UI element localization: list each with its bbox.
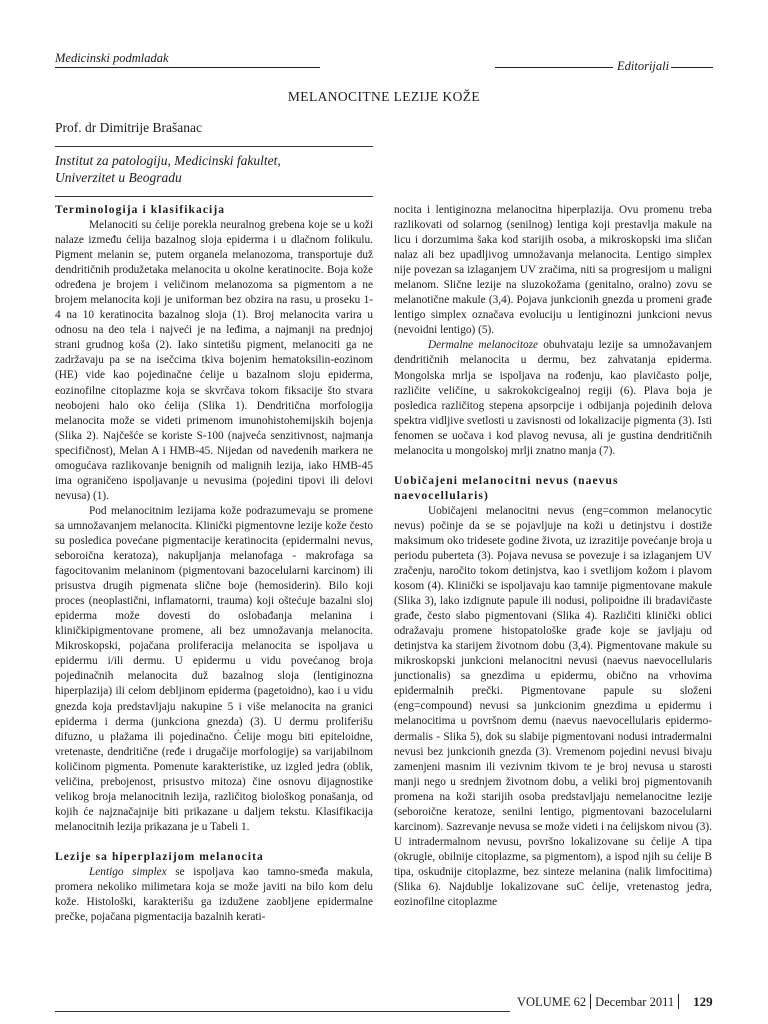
footer-date: Decembar 2011 [595,995,675,1009]
spacer [394,459,712,474]
institution-rule [55,196,373,197]
article-author: Prof. dr Dimitrije Brašanac [55,120,202,135]
header-rule-middle [495,67,613,68]
footer-rule [55,1011,510,1012]
paragraph [394,338,712,458]
footer [513,994,713,1010]
header-rule-right [671,67,713,68]
header-rule-left [55,67,320,68]
left-column [55,203,373,925]
paragraph-text: obuhvataju lezije sa umnožavanjem dendritičnih melanocita u dermu, bez zahvatanja epiderma. Mongolska mrlja se ispoljava na rođenju, kao plavičasto polje, različite veličine, u sakrokokcigealnoj regiji (6). Plava boja je posledica različitog stepena apsorpcije i odbijanja pojedinih delova spektra vidljive svetlosti u zavisnosti od lokalizacije pigmenta (3). Isti fenomen se uočava i kod plavog nevusa, ali je gustina dendritičnih melanocita u mongolskoj mrlji znatno manja (7). [394,339,713,457]
right-column [394,203,712,910]
footer-volume: VOLUME 62 [517,995,587,1009]
paragraph: Pod melanocitnim lezijama kože podrazumevaju se promene sa umnožavanjem melanocita. Klinički pigmentovne lezije kože često su posledica povećane pigmentacije keratinocita (epidermalni nevus, seboroična keratoza), nakupljanja melanofaga - makrofaga sa fagocitovanim melaninom (pigmentovani bazocelularni karcinom) ili prisustva drugih pigmenata slične boje (hemosiderin). Bilo koji proces (neoplastični, inflamatorni, trauma) koji oštećuje bazalni sloj epiderma može dovesti do oslobađanja melanina i kliničkipigmentovane promene, ali bez umnožavanja melanocita. Mikroskopski, pojačana proliferacija melanocita se ispoljava u epidermu i/ili dermu. U epidermu u vidu povećanog broja pojedinačnih melanocita duž bazalnog sloja (lentiginozna hiperplazija) ili celom debljinom epiderma (pagetoidno), kao i u vidu gnezda koja predstavljaju nakupine 5 i više melanocita na granici epiderma i derma (junkciona gnezda) (3). U dermu proliferišu difuzno, u plažama ili pojedinačno. Ćelije mogu biti epiteloidne, vretenaste, dendritične (ređe i drugačije morfologije) sa varijabilnom količinom pigmenta. Pomenute karakteristike, uz izgled jedra (oblik, veličina, prebojenost, prisustvo mitoza) čine osnovu dijagnostike velikog broja melanocitnih lezija, različitog biološkog ponašanja, od kojih će najznačajnije biti prikazane u daljem tekstu. Klasifikacija melanocitnih lezija prikazana je u Tabeli 1. [55,504,373,833]
spacer [55,835,373,850]
section-heading-terminology: Terminologija i klasifikacija [55,204,226,216]
term-dermal-melanocytosis: Dermalne melanocitoze [428,339,539,352]
term-lentigo-simplex: Lentigo simplex [89,865,167,878]
paragraph: nocita i lentiginozna melanocitna hiperplazija. Ovu promenu treba razlikovati od solarnog (senilnog) lentiga koji prestavlja makule na licu i dorzumima šaka kod starijih osoba, a mikroskopski ima sličan nalaz ali bez upadljivog umnožavanja melanocita. Lentigo simplex nije povezan sa izlaganjem UV zračima, niti sa progresijom u maligni melanom. Slične lezije na sluzokožama (genitalno, oralno) zovu se melanotične makule (3,4). Pojava junkcionih gnezda u promeni građe lentigo simplex označava evoluciju u lentiginozni junkcioni nevus (nevoidni lentigo) (5). [394,204,712,337]
paragraph-text: se ispoljava kao tamno-smeđa makula, promera nekoliko milimetara koja se može javiti na bilo kom delu kože. Histološki, karakterišu ga izdužene zaobljene epidermalne prečke, pojačana pigmentacija bazalnih kerati- [55,865,374,924]
section-name: Editorijali [617,59,670,73]
author-institution [55,152,375,186]
institution-line-2: Univerzitet u Beogradu [55,170,182,185]
section-heading-hyperplasia: Lezije sa hiperplazijom melanocita [55,850,264,863]
paragraph: Uobičajeni melanocitni nevus (eng=common melanocytic nevus) počinje da se se pojavljuje na koži u detinjstvu i dostiže maksimum oko tridesete godine života, uz izrazitije povećanje broja u periodu puberteta (3). Pojava nevusa se povezuje i sa izlaganjem UV zračenju, naročito tokom detinjstva, kao i svetlijom kožom i plavom kosom (4). Klinički se ispoljavaju kao tamnije pigmentovane makule (Slika 3), lako izdignute papule ili nodusi, polipoidne ili bradavičaste građe, često slabo pigmentovani (Slika 4). Različiti klinički oblici odražavaju promene histopatološke građe koje se javljaju od detinjstva ka starijem životnom dobu (3,4). Pigmentovane makule su mikroskopski junkcioni melanocitni nevusi (naevus naevocellularis junctionalis) sa gnezdima u epidermu, obično na vrhovima epidermalnih prečki. Pigmentovane papule su složeni (eng=compound) nevusi sa junkcionim gnezdima u epidermu i melanocitima u površnom demu (naevus naevocellularis epidermo-dermalis - Slika 5), dok su slabije pigmentovani nodusi intradermalni nevusi bez junkcionih gnezda (3). Vremenom pojedini nevusi bivaju zamenjeni masnim ili vezivnim tkivom te je broj nevusa u starosti manji nego u srednjem životnom dobu, a veliki broj pigmentovanih promena na koži starijih osoba predstavljaju nemelanocitne lezije (seboroične keratoze, senilni lentigo, pigmentovani bazocelularni karcinom). Sazrevanje nevusa se može videti i na ćelijskom nivou (3). U intradermalnom nevusu, površno lokalizovane su ćelije A tipa (okrugle, obilnije citoplazme, sa pigmentom), a ispod njih su ćelije B tipa, oskudnije citoplazme, bez sinteze melanina (nalik limfocitima) (Slika 6). Najdublje lokalizovane suC ćelije, vretenastog jedra, eozinofilne citoplazme [394,504,712,909]
paragraph: Melanociti su ćelije porekla neuralnog grebena koje se u koži nalaze između ćelija bazalnog sloja epiderma i u dlačnom folikulu. Pigment melanin se, putem organela melanozoma, transportuje duž dendritičnih produžetaka melanocita u okolne keratinocite. Boja kože određena je brojem i veličinom melanozoma sa pigmentom a ne brojem melanocita koji je uniforman bez obzira na rasu, u proseku 1-4 na 10 keratinocita bazalnog sloja (1). Broj melanocita varira u odnosu na deo tela i najveći je na leđima, a najmanji na prednjoj strani grudnog koša (2). Iako sintetišu pigment, melanociti ga ne zadržavaju pa se na isečcima tkiva bojenim hematoksilin-eozinom (HE) vide kao pojedinačne ćelije u bazalnom sloju epiderma, eozinofilne citoplazme koja se skvrčava tokom fiksacije što stvara neobojeni halo oko ćelija (Slika 1). Dendritična morfologija melanocita može se videti primenom imunohistohemijskih bojenja (Slika 2). Najčešće se koriste S-100 (najveća senzitivnost, najmanja specifičnost), Melan A i HMB-45. Nijedan od navedenih markera ne omogućava razlikovanje benignih od malignih lezija, iako HMB-45 ima ograničeno ispoljavanje u nevusima (pojedini tipovi ili delovi nevusa) (1). [55,219,373,502]
paragraph [55,865,373,925]
article-title: MELANOCITNE LEZIJE KOŽE [287,89,481,104]
journal-name: Medicinski podmladak [55,51,169,65]
author-rule [55,146,373,147]
institution-line-1: Institut za patologiju, Medicinski fakultet, [55,153,281,168]
page-number: 129 [693,994,713,1009]
section-heading-common-nevus: Uobičajeni melanocitni nevus (naevus naevocellularis) [394,474,619,502]
